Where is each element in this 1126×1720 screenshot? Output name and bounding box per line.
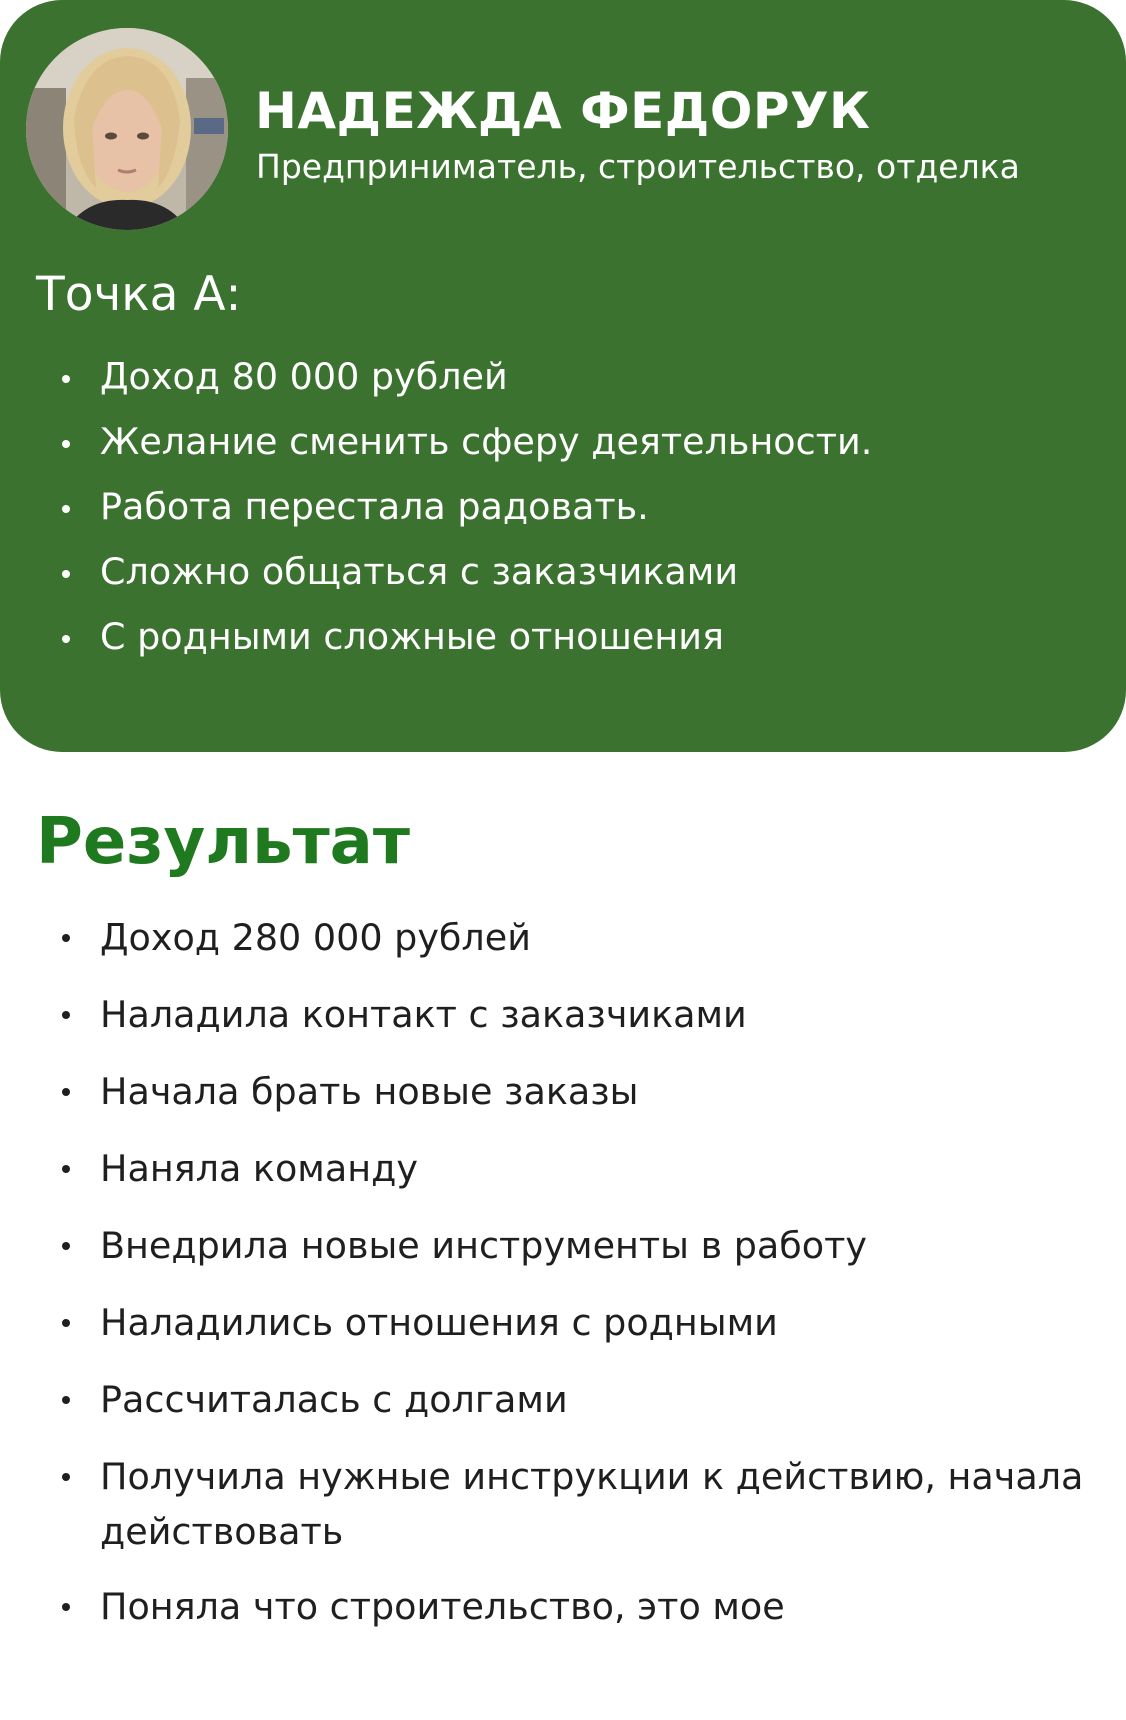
list-item: Наладились отношения с родными — [62, 1295, 1122, 1372]
list-item: Наладила контакт с заказчиками — [62, 987, 1122, 1064]
profile-name: НАДЕЖДА ФЕДОРУК — [255, 82, 871, 140]
list-item: Сложно общаться с заказчиками — [62, 539, 1122, 604]
list-item: Наняла команду — [62, 1141, 1122, 1218]
list-item: Поняла что строительство, это мое — [62, 1579, 1122, 1656]
list-item: Желание сменить сферу деятельности. — [62, 409, 1122, 474]
avatar-photo — [26, 28, 228, 230]
profile-role: Предприниматель, строительство, отделка — [256, 147, 1020, 186]
list-item: Получила нужные инструкции к действию, начала действовать — [62, 1449, 1122, 1579]
list-item: Начала брать новые заказы — [62, 1064, 1122, 1141]
list-item: Доход 280 000 рублей — [62, 910, 1122, 987]
list-item: Внедрила новые инструменты в работу — [62, 1218, 1122, 1295]
result-list — [62, 910, 1122, 1656]
profile-card — [0, 0, 1126, 752]
list-item: Рассчиталась с долгами — [62, 1372, 1122, 1449]
point-a-title: Точка А: — [36, 267, 242, 322]
result-title: Результат — [36, 805, 410, 879]
list-item: Работа перестала радовать. — [62, 474, 1122, 539]
list-item: С родными сложные отношения — [62, 604, 1122, 669]
list-item: Доход 80 000 рублей — [62, 344, 1122, 409]
avatar — [26, 28, 228, 230]
point-a-list — [62, 344, 1122, 669]
